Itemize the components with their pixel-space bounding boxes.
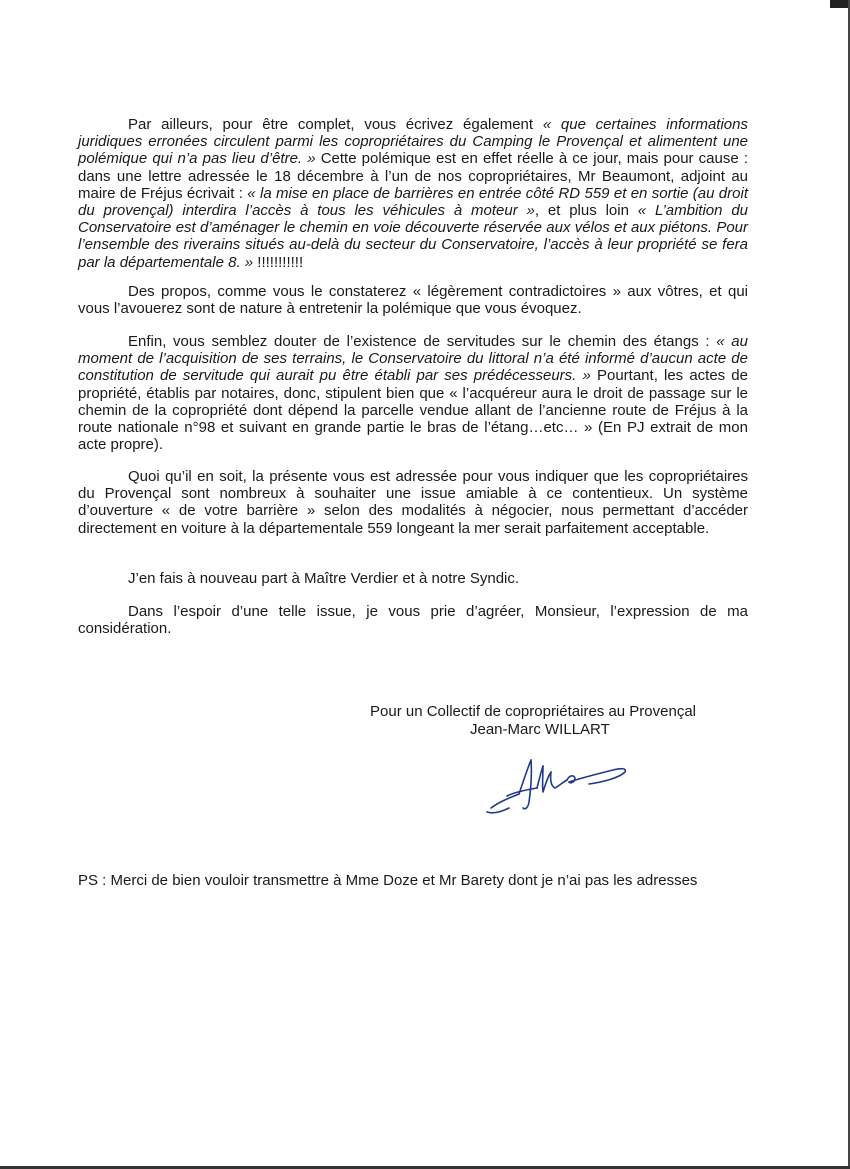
paragraph-6 xyxy=(78,603,748,637)
p1-quote-2: « la mise en place de barrières en entrée côté RD 559 et en sortie (au droit du provençal) interdira l’accès à tous les véhicules à moteur » xyxy=(78,184,748,220)
signatory-name: Jean-Marc WILLART xyxy=(470,720,610,738)
p1-text-b: Cette polémique est en effet réelle à ce jour, mais pour cause : dans une lettre adressée le 18 décembre à l’un de nos copropriétaires, Mr Beaumont, adjoint au maire de Fréjus écrivait : xyxy=(78,150,748,202)
paragraph-4 xyxy=(78,468,748,537)
p1-quote-3: « L’ambition du Conservatoire est d’aménager le chemin en voie découverte réservée aux vélos et aux piétons. Pour l’ensemble des riverains situés au-delà du secteur du Conservatoire, l’accès à leur propriété se fera par la départementale 8. » xyxy=(78,202,749,271)
signature-block xyxy=(370,703,750,738)
scan-edge-top xyxy=(830,0,850,8)
p1-text-d: !!!!!!!!!!! xyxy=(253,253,304,271)
p3-text-b: Pourtant, les actes de propriété, établis par notaires, donc, stipulent bien que « l’acquéreur aura le droit de passage sur le chemin de la copropriété dont dépend la parcelle vendue allant de l’ancienne route de Fréjus à la route nationale n°98 et suivant en grande partie le bras de l’étang…etc… » (En PJ extrait de mon acte propre). xyxy=(78,367,748,454)
handwritten-signature xyxy=(485,752,635,822)
paragraph-3 xyxy=(78,333,748,453)
p3-quote: « au moment de l’acquisition de ses terrains, le Conservatoire du littoral n’a été informé d’aucun acte de constitution de servitude qui aurait pu être établi par ses prédécesseurs. » xyxy=(78,333,748,385)
paragraph-2 xyxy=(78,283,748,317)
p5-text: J’en fais à nouveau part à Maître Verdier et à notre Syndic. xyxy=(128,570,520,587)
p4-text: Quoi qu’il en soit, la présente vous est adressée pour vous indiquer que les copropriétaires du Provençal sont nombreux à souhaiter une issue amiable à ce contentieux. Un système d’ouverture « de votre barrière » selon des modalités à négocier, nous permettant d’accéder directement en voiture à la départementale 559 longeant la mer serait parfaitement acceptable. xyxy=(78,468,748,537)
p1-quote-1: « que certaines informations juridiques erronées circulent parmi les copropriétaires du Camping le Provençal et alimentent une polémique qui n’a pas lieu d’être. » xyxy=(78,116,748,168)
p2-text: Des propos, comme vous le constaterez « légèrement contradictoires » aux vôtres, et qui vous l’avouerez sont de nature à entretenir la polémique que vous évoquez. xyxy=(78,283,748,318)
paragraph-1 xyxy=(78,116,748,271)
signatory-collective: Pour un Collectif de copropriétaires au Provençal xyxy=(370,703,697,720)
paragraph-5 xyxy=(78,570,748,587)
p1-text-c: , et plus loin xyxy=(534,202,638,220)
p3-text-a: Enfin, vous semblez douter de l’existence de servitudes sur le chemin des étangs : xyxy=(128,333,717,350)
p6-text: Dans l’espoir d’une telle issue, je vous prie d’agréer, Monsieur, l’expression de ma considération. xyxy=(78,603,748,638)
p1-text-a: Par ailleurs, pour être complet, vous écrivez également xyxy=(128,116,543,133)
postscript: PS : Merci de bien vouloir transmettre à Mme Doze et Mr Barety dont je n’ai pas les adresses xyxy=(78,872,698,889)
